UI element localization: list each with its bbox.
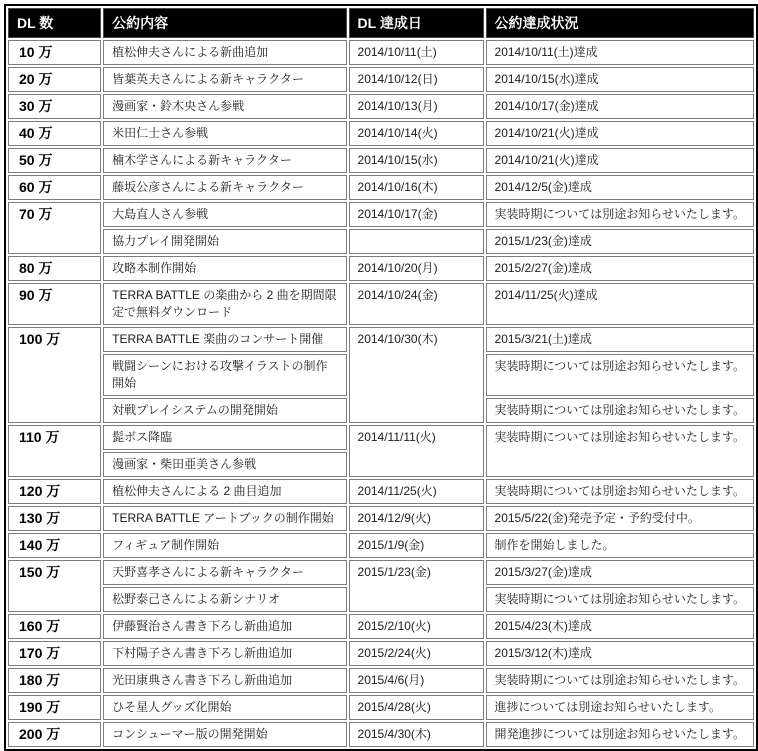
- pledge-cell: 髭ボス降臨: [103, 425, 346, 450]
- status-cell: 2015/2/27(金)達成: [486, 256, 754, 281]
- milestone-cell: 110 万: [8, 425, 101, 477]
- milestone-cell: 140 万: [8, 533, 101, 558]
- milestone-cell: 90 万: [8, 283, 101, 325]
- pledge-cell: 藤坂公彦さんによる新キャラクター: [103, 175, 346, 200]
- pledge-cell: TERRA BATTLE の楽曲から 2 曲を期間限定で無料ダウンロード: [103, 283, 346, 325]
- pledge-cell: 協力プレイ開発開始: [103, 229, 346, 254]
- status-cell: 2014/11/25(火)達成: [486, 283, 754, 325]
- milestone-cell: 70 万: [8, 202, 101, 254]
- status-cell: 2015/1/23(金)達成: [486, 229, 754, 254]
- table-row: [8, 175, 754, 200]
- table-row: [8, 94, 754, 119]
- status-cell: 2014/10/21(火)達成: [486, 148, 754, 173]
- table-row: [8, 560, 754, 585]
- date-cell: 2014/12/9(火): [349, 506, 484, 531]
- table-row: [8, 67, 754, 92]
- status-cell: 2015/4/23(木)達成: [486, 614, 754, 639]
- milestone-cell: 150 万: [8, 560, 101, 612]
- date-cell: 2015/2/24(火): [349, 641, 484, 666]
- status-cell: 実装時期については別途お知らせいたします。: [486, 587, 754, 612]
- table-row: [8, 229, 754, 254]
- milestone-cell: 200 万: [8, 722, 101, 747]
- milestone-cell: 80 万: [8, 256, 101, 281]
- status-cell: 実装時期については別途お知らせいたします。: [486, 425, 754, 477]
- table-row: [8, 425, 754, 450]
- header-pledge: 公約内容: [103, 8, 346, 38]
- table-row: [8, 40, 754, 65]
- date-cell: 2015/1/23(金): [349, 560, 484, 612]
- date-cell: 2014/10/30(木): [349, 327, 484, 423]
- table-row: [8, 533, 754, 558]
- milestone-cell: 170 万: [8, 641, 101, 666]
- pledge-cell: TERRA BATTLE アートブックの制作開始: [103, 506, 346, 531]
- milestone-cell: 160 万: [8, 614, 101, 639]
- status-cell: 開発進捗については別途お知らせいたします。: [486, 722, 754, 747]
- status-cell: 実装時期については別途お知らせいたします。: [486, 479, 754, 504]
- pledge-cell: 楠木学さんによる新キャラクター: [103, 148, 346, 173]
- date-cell: 2015/4/6(月): [349, 668, 484, 693]
- status-cell: 2014/10/11(土)達成: [486, 40, 754, 65]
- milestone-cell: 180 万: [8, 668, 101, 693]
- table-row: [8, 256, 754, 281]
- pledge-cell: 戦闘シーンにおける攻撃イラストの制作開始: [103, 354, 346, 396]
- pledge-cell: 米田仁士さん参戦: [103, 121, 346, 146]
- status-cell: 2014/10/15(水)達成: [486, 67, 754, 92]
- status-cell: 2015/5/22(金)発売予定・予約受付中。: [486, 506, 754, 531]
- pledge-cell: 攻略本制作開始: [103, 256, 346, 281]
- status-cell: 2015/3/21(土)達成: [486, 327, 754, 352]
- table-row: [8, 695, 754, 720]
- pledge-cell: 伊藤賢治さん書き下ろし新曲追加: [103, 614, 346, 639]
- pledge-cell: コンシューマー版の開発開始: [103, 722, 346, 747]
- date-cell: 2014/10/16(木): [349, 175, 484, 200]
- pledge-cell: 天野喜孝さんによる新キャラクター: [103, 560, 346, 585]
- table-row: [8, 283, 754, 325]
- pledge-cell: 下村陽子さん書き下ろし新曲追加: [103, 641, 346, 666]
- date-cell: 2015/1/9(金): [349, 533, 484, 558]
- date-cell: 2014/11/11(火): [349, 425, 484, 477]
- table-row: [8, 641, 754, 666]
- pledge-cell: ひそ星人グッズ化開始: [103, 695, 346, 720]
- pledge-cell: 漫画家・柴田亜美さん参戦: [103, 452, 346, 477]
- header-achieved-date: DL 達成日: [349, 8, 484, 38]
- status-cell: 2014/12/5(金)達成: [486, 175, 754, 200]
- pledge-cell: 松野泰己さんによる新シナリオ: [103, 587, 346, 612]
- table-row: [8, 614, 754, 639]
- table-row: [8, 479, 754, 504]
- date-cell: 2015/4/30(木): [349, 722, 484, 747]
- status-cell: 進捗については別途お知らせいたします。: [486, 695, 754, 720]
- milestone-cell: 120 万: [8, 479, 101, 504]
- status-cell: 制作を開始しました。: [486, 533, 754, 558]
- pledge-cell: 植松伸夫さんによる 2 曲目追加: [103, 479, 346, 504]
- date-cell: [349, 229, 484, 254]
- date-cell: 2015/2/10(火): [349, 614, 484, 639]
- status-cell: 2014/10/17(金)達成: [486, 94, 754, 119]
- status-cell: 実装時期については別途お知らせいたします。: [486, 202, 754, 227]
- date-cell: 2014/10/20(月): [349, 256, 484, 281]
- pledge-cell: TERRA BATTLE 楽曲のコンサート開催: [103, 327, 346, 352]
- status-cell: 実装時期については別途お知らせいたします。: [486, 398, 754, 423]
- date-cell: 2014/10/12(日): [349, 67, 484, 92]
- date-cell: 2014/10/13(月): [349, 94, 484, 119]
- status-cell: 実装時期については別途お知らせいたします。: [486, 668, 754, 693]
- table-row: [8, 202, 754, 227]
- table-row: [8, 327, 754, 352]
- pledge-cell: 皆葉英夫さんによる新キャラクター: [103, 67, 346, 92]
- table-row: [8, 506, 754, 531]
- table-row: [8, 148, 754, 173]
- status-cell: 実装時期については別途お知らせいたします。: [486, 354, 754, 396]
- header-row: [8, 8, 754, 38]
- table-row: [8, 722, 754, 747]
- milestone-cell: 10 万: [8, 40, 101, 65]
- date-cell: 2014/10/24(金): [349, 283, 484, 325]
- milestone-cell: 50 万: [8, 148, 101, 173]
- milestone-cell: 20 万: [8, 67, 101, 92]
- status-cell: 2014/10/21(火)達成: [486, 121, 754, 146]
- milestone-cell: 30 万: [8, 94, 101, 119]
- milestone-cell: 100 万: [8, 327, 101, 423]
- pledge-cell: 光田康典さん書き下ろし新曲追加: [103, 668, 346, 693]
- date-cell: 2014/10/11(土): [349, 40, 484, 65]
- date-cell: 2014/10/15(水): [349, 148, 484, 173]
- milestone-cell: 60 万: [8, 175, 101, 200]
- date-cell: 2014/10/17(金): [349, 202, 484, 227]
- status-cell: 2015/3/12(木)達成: [486, 641, 754, 666]
- date-cell: 2015/4/28(火): [349, 695, 484, 720]
- milestone-cell: 190 万: [8, 695, 101, 720]
- pledge-cell: 漫画家・鈴木央さん参戦: [103, 94, 346, 119]
- pledge-cell: 植松伸夫さんによる新曲追加: [103, 40, 346, 65]
- pledge-cell: 大島直人さん参戦: [103, 202, 346, 227]
- header-pledge-status: 公約達成状況: [486, 8, 754, 38]
- pledge-cell: 対戦プレイシステムの開発開始: [103, 398, 346, 423]
- table-row: [8, 668, 754, 693]
- milestone-cell: 40 万: [8, 121, 101, 146]
- date-cell: 2014/10/14(火): [349, 121, 484, 146]
- date-cell: 2014/11/25(火): [349, 479, 484, 504]
- header-dl-count: DL 数: [8, 8, 101, 38]
- table-header: [8, 8, 754, 38]
- milestone-cell: 130 万: [8, 506, 101, 531]
- milestone-table: [4, 4, 758, 751]
- pledge-cell: フィギュア制作開始: [103, 533, 346, 558]
- table-body: [8, 40, 754, 747]
- status-cell: 2015/3/27(金)達成: [486, 560, 754, 585]
- table-row: [8, 121, 754, 146]
